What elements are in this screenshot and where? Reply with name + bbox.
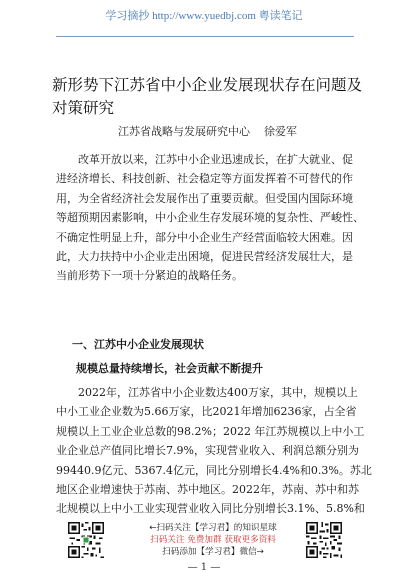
page-number: — 1 — <box>187 562 221 573</box>
author-organization: 江苏省战略与发展研究中心 <box>118 125 250 138</box>
body-paragraph <box>56 383 372 519</box>
paragraph-line: 进经济增长、科技创新、社会稳定等方面发挥着不可替代的作 <box>56 172 353 186</box>
paragraph-line: 北规模以上中小工业实现营业收入同比分别增长3.1%、5.8%和 <box>56 502 365 516</box>
title-line: 对策研究 <box>52 99 115 117</box>
paragraph-line: 地区企业增速快于苏南、苏中地区。2022年，苏南、苏中和苏 <box>56 483 359 497</box>
footer-line-highlight: 扫码关注 免费加群 获取更多资料 <box>150 535 276 545</box>
intro-paragraph <box>56 150 364 286</box>
subsection-heading: 规模总量持续增长，社会贡献不断提升 <box>76 362 263 375</box>
paragraph-line: 99440.9亿元、5367.4亿元，同比分别增长4.4%和0.3%。苏北 <box>56 463 372 477</box>
header-divider <box>56 36 354 37</box>
footer-line: ←扫码关注【学习君】的知识星球 <box>149 523 277 533</box>
section-heading: 一、江苏中小企业发展现状 <box>72 338 204 351</box>
author-line <box>118 123 338 139</box>
title-line: 新形势下江苏省中小企业发展现状存在问题及 <box>52 76 363 94</box>
paragraph-line: 2022年，江苏省中小企业数达400万家，其中，规模以上 <box>78 386 358 399</box>
article-title <box>52 74 362 120</box>
paragraph-line: 当前形势下一项十分紧迫的战略任务。 <box>56 269 243 283</box>
qr-code-left-icon <box>68 522 104 558</box>
author-name: 徐爱军 <box>264 125 297 138</box>
paragraph-line: 等超预期因素影响，中小企业生存发展环境的复杂性、严峻性、 <box>56 211 364 225</box>
page-header: 学习摘抄 http://www.yuedbj.com 粤读笔记 <box>105 10 303 22</box>
paragraph-line: 规模以上工业企业总数的98.2%；2022 年江苏规模以上中小工 <box>56 424 365 438</box>
paragraph-line: 业企业总产值同比增长7.9%，实现营业收入、利润总额分别为 <box>56 444 359 458</box>
qr-code-right-icon <box>306 522 342 558</box>
footer-line: 扫码添加【学习君】微信→ <box>162 547 264 557</box>
paragraph-line: 不确定性明显上升，部分中小企业生产经营面临较大困难。因 <box>56 230 353 244</box>
paragraph-line: 用，为全省经济社会发展作出了重要贡献。但受国内国际环境 <box>56 191 353 205</box>
paragraph-line: 中小工业企业数为5.66万家，比2021年增加6236家，占全省 <box>56 405 357 419</box>
paragraph-line: 此，大力扶持中小企业走出困境，促进民营经济发展壮大，是 <box>56 250 353 264</box>
paragraph-line: 改革开放以来，江苏中小企业迅速成长，在扩大就业、促 <box>78 153 353 166</box>
